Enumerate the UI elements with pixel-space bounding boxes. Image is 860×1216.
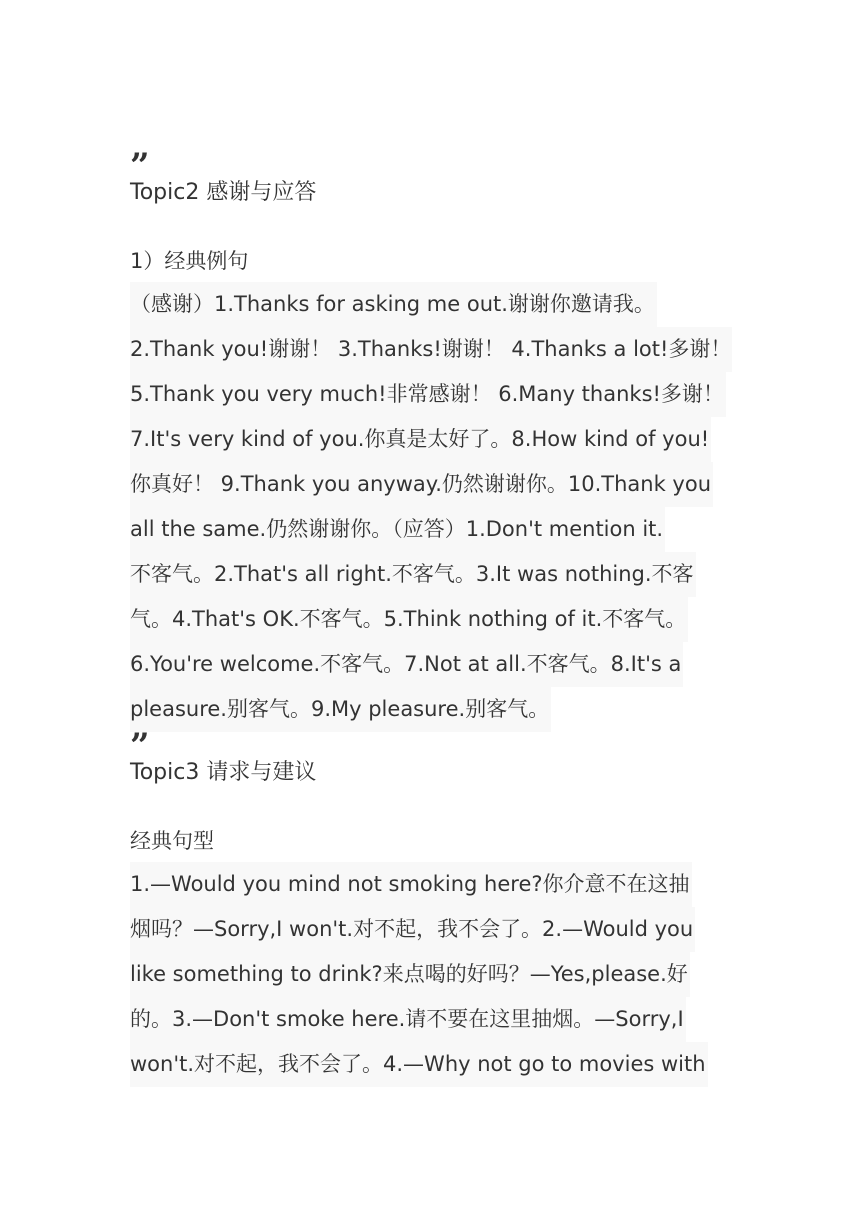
paragraph-line: 1.—Would you mind not smoking here?你介意不在这抽 — [130, 862, 732, 907]
paragraph-line: pleasure.别客气。9.My pleasure.别客气。 — [130, 687, 732, 732]
paragraph-line: 不客气。2.That's all right.不客气。3.It was nothing.不客 — [130, 552, 732, 597]
paragraph-line: 的。3.—Don't smoke here.请不要在这里抽烟。—Sorry,I — [130, 997, 732, 1042]
quote-mark-icon: ” — [130, 732, 148, 756]
topic2-subheading: 1）经典例句 — [130, 249, 249, 273]
topic2-title: Topic2 感谢与应答 — [130, 180, 317, 205]
topic3-paragraph — [130, 862, 732, 1087]
spacer — [130, 210, 732, 244]
paragraph-line: （感谢）1.Thanks for asking me out.谢谢你邀请我。 — [130, 282, 732, 327]
topic2-paragraph — [130, 282, 732, 732]
paragraph-line: 6.You're welcome.不客气。7.Not at all.不客气。8.It's a — [130, 642, 732, 687]
paragraph-line: like something to drink?来点喝的好吗？—Yes,please.好 — [130, 952, 732, 997]
paragraph-line: 7.It's very kind of you.你真是太好了。8.How kind of you! — [130, 417, 732, 462]
paragraph-line: 你真好！ 9.Thank you anyway.仍然谢谢你。10.Thank you — [130, 462, 732, 507]
document-content — [130, 152, 732, 1087]
topic3-title: Topic3 请求与建议 — [130, 760, 317, 785]
paragraph-line: 5.Thank you very much!非常感谢！ 6.Many thanks!多谢！ — [130, 372, 732, 417]
paragraph-line: won't.对不起，我不会了。4.—Why not go to movies with — [130, 1042, 732, 1087]
spacer — [130, 790, 732, 824]
paragraph-line: 气。4.That's OK.不客气。5.Think nothing of it.不客气。 — [130, 597, 732, 642]
paragraph-line: 烟吗？—Sorry,I won't.对不起，我不会了。2.—Would you — [130, 907, 732, 952]
quote-mark-icon: ” — [130, 152, 148, 176]
paragraph-line: all the same.仍然谢谢你。（应答）1.Don't mention it. — [130, 507, 732, 552]
topic3-subheading: 经典句型 — [130, 829, 214, 853]
paragraph-line: 2.Thank you!谢谢！ 3.Thanks!谢谢！ 4.Thanks a lot!多谢！ — [130, 327, 732, 372]
